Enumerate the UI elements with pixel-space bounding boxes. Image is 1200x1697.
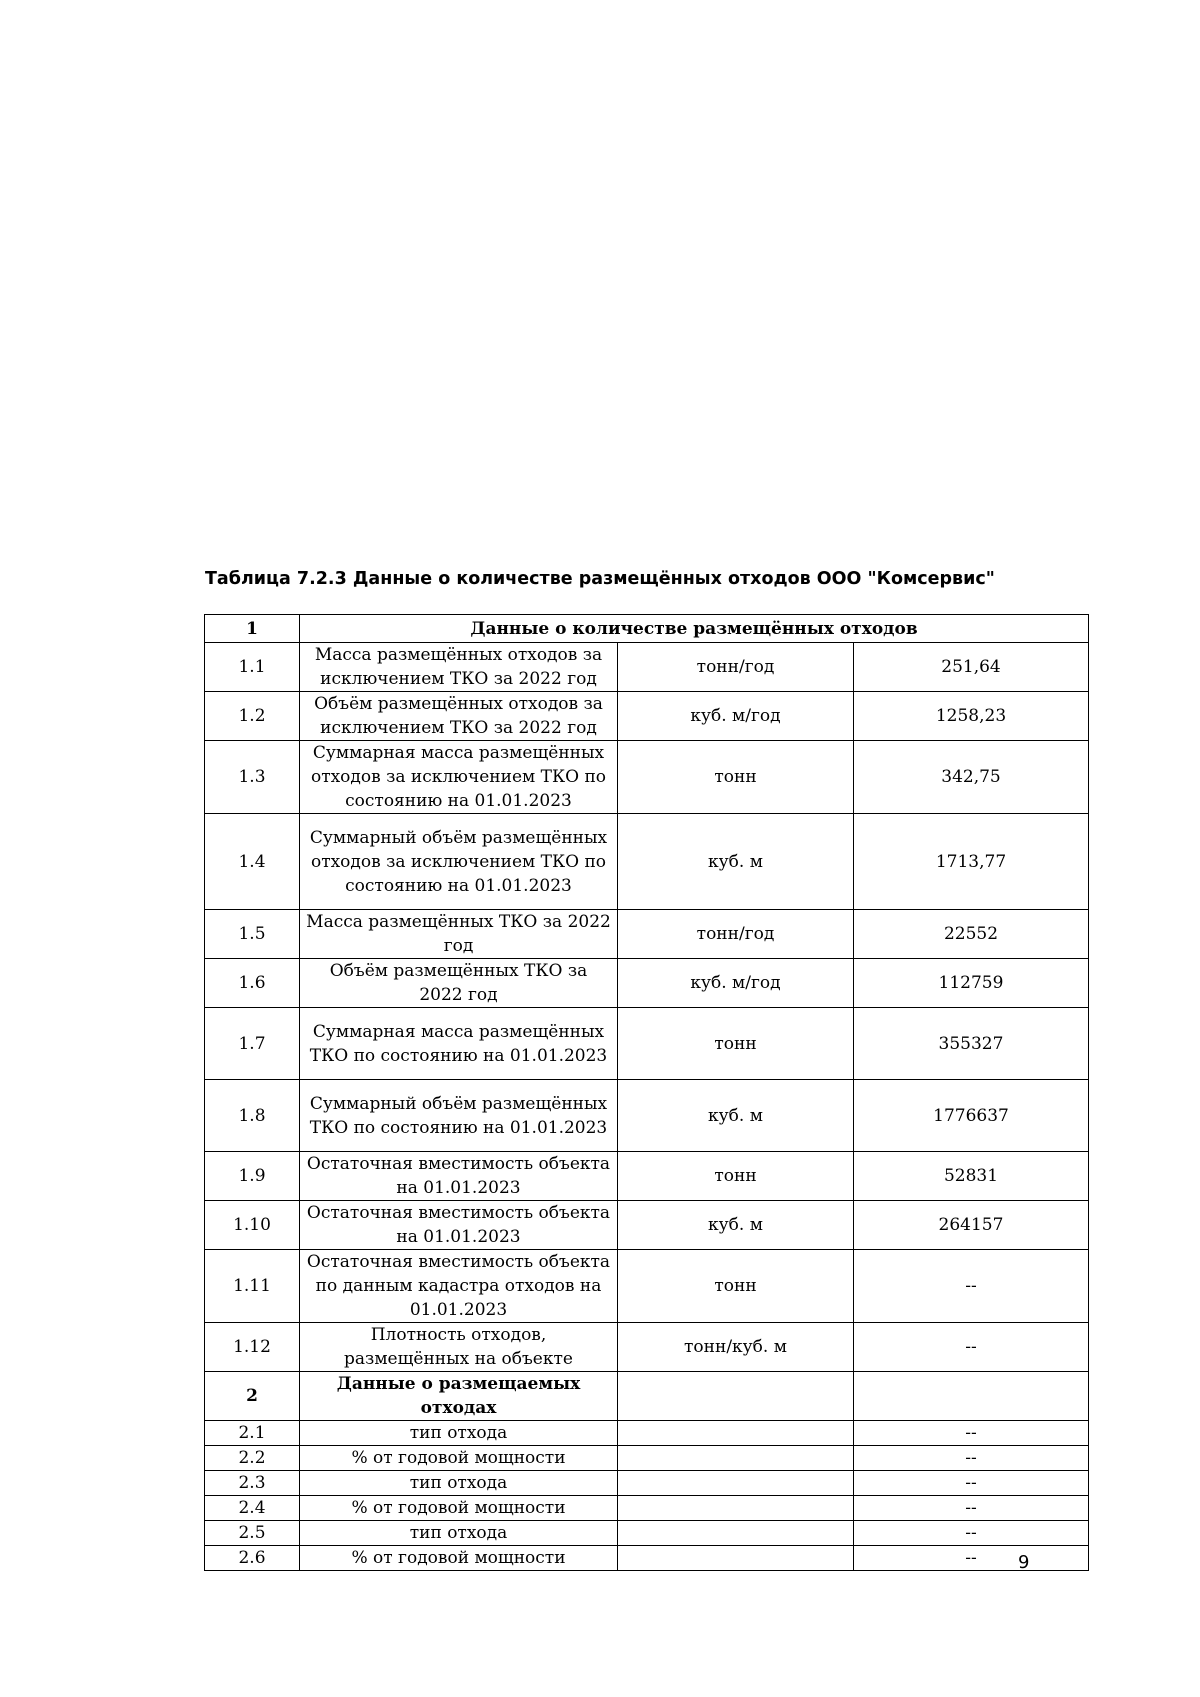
table-caption: Таблица 7.2.3 Данные о количестве размещённых отходов ООО "Комсервис" bbox=[205, 569, 995, 589]
row-number: 1.1 bbox=[205, 643, 300, 692]
row-name: Суммарный объём размещённых отходов за исключением ТКО по состоянию на 01.01.2023 bbox=[300, 814, 618, 910]
row-name: Остаточная вместимость объекта на 01.01.2023 bbox=[300, 1201, 618, 1250]
row-number: 1.2 bbox=[205, 692, 300, 741]
section-title: Данные о размещаемых отходах bbox=[300, 1372, 618, 1421]
row-value: 112759 bbox=[854, 959, 1089, 1008]
row-unit: куб. м bbox=[618, 1080, 854, 1152]
row-unit: тонн/год bbox=[618, 910, 854, 959]
row-name: Объём размещённых отходов за исключением ТКО за 2022 год bbox=[300, 692, 618, 741]
row-name: % от годовой мощности bbox=[300, 1546, 618, 1571]
row-value: -- bbox=[854, 1421, 1089, 1446]
row-unit bbox=[618, 1421, 854, 1446]
row-name: % от годовой мощности bbox=[300, 1446, 618, 1471]
row-unit: куб. м/год bbox=[618, 959, 854, 1008]
row-unit: тонн bbox=[618, 1008, 854, 1080]
row-unit: тонн bbox=[618, 1250, 854, 1323]
row-number: 1.5 bbox=[205, 910, 300, 959]
row-number: 1.6 bbox=[205, 959, 300, 1008]
row-value: 1258,23 bbox=[854, 692, 1089, 741]
row-unit: куб. м/год bbox=[618, 692, 854, 741]
table-row bbox=[205, 910, 1089, 959]
waste-data-table bbox=[204, 614, 1089, 1571]
row-value: -- bbox=[854, 1323, 1089, 1372]
row-value: -- bbox=[854, 1446, 1089, 1471]
table-row bbox=[205, 1323, 1089, 1372]
row-unit: тонн bbox=[618, 741, 854, 814]
table-row bbox=[205, 692, 1089, 741]
row-value: -- bbox=[854, 1250, 1089, 1323]
row-unit: тонн bbox=[618, 1152, 854, 1201]
row-name: Суммарный объём размещённых ТКО по состоянию на 01.01.2023 bbox=[300, 1080, 618, 1152]
row-value: -- bbox=[854, 1521, 1089, 1546]
table-row bbox=[205, 1446, 1089, 1471]
row-value: 342,75 bbox=[854, 741, 1089, 814]
row-name: Суммарная масса размещённых отходов за исключением ТКО по состоянию на 01.01.2023 bbox=[300, 741, 618, 814]
table-row bbox=[205, 741, 1089, 814]
table-row bbox=[205, 1201, 1089, 1250]
row-number: 2.3 bbox=[205, 1471, 300, 1496]
table-row bbox=[205, 959, 1089, 1008]
row-name: % от годовой мощности bbox=[300, 1496, 618, 1521]
table-row bbox=[205, 1152, 1089, 1201]
table-row bbox=[205, 1080, 1089, 1152]
empty-cell bbox=[854, 1372, 1089, 1421]
row-number: 2.4 bbox=[205, 1496, 300, 1521]
empty-cell bbox=[618, 1372, 854, 1421]
row-unit: куб. м bbox=[618, 1201, 854, 1250]
row-unit: тонн/куб. м bbox=[618, 1323, 854, 1372]
row-name: тип отхода bbox=[300, 1471, 618, 1496]
row-number: 2.6 bbox=[205, 1546, 300, 1571]
row-unit bbox=[618, 1546, 854, 1571]
table-row bbox=[205, 1421, 1089, 1446]
row-unit: куб. м bbox=[618, 814, 854, 910]
row-number: 2.1 bbox=[205, 1421, 300, 1446]
row-number: 1.9 bbox=[205, 1152, 300, 1201]
row-value: 264157 bbox=[854, 1201, 1089, 1250]
section-header-row bbox=[205, 615, 1089, 643]
table-row bbox=[205, 814, 1089, 910]
row-name: Объём размещённых ТКО за 2022 год bbox=[300, 959, 618, 1008]
row-unit bbox=[618, 1471, 854, 1496]
row-number: 1.8 bbox=[205, 1080, 300, 1152]
row-unit bbox=[618, 1446, 854, 1471]
row-value: 1776637 bbox=[854, 1080, 1089, 1152]
row-name: Остаточная вместимость объекта по данным кадастра отходов на 01.01.2023 bbox=[300, 1250, 618, 1323]
row-unit: тонн/год bbox=[618, 643, 854, 692]
row-number: 2.5 bbox=[205, 1521, 300, 1546]
table-row bbox=[205, 1471, 1089, 1496]
row-number: 1.11 bbox=[205, 1250, 300, 1323]
table-row bbox=[205, 643, 1089, 692]
row-value: 1713,77 bbox=[854, 814, 1089, 910]
table-row bbox=[205, 1008, 1089, 1080]
row-unit bbox=[618, 1521, 854, 1546]
row-name: Суммарная масса размещённых ТКО по состоянию на 01.01.2023 bbox=[300, 1008, 618, 1080]
row-number: 1.4 bbox=[205, 814, 300, 910]
row-number: 1.12 bbox=[205, 1323, 300, 1372]
row-number: 1.7 bbox=[205, 1008, 300, 1080]
row-value: 355327 bbox=[854, 1008, 1089, 1080]
section-number: 2 bbox=[205, 1372, 300, 1421]
row-number: 2.2 bbox=[205, 1446, 300, 1471]
row-value: 251,64 bbox=[854, 643, 1089, 692]
table-row bbox=[205, 1521, 1089, 1546]
row-value: -- bbox=[854, 1496, 1089, 1521]
row-name: Остаточная вместимость объекта на 01.01.2023 bbox=[300, 1152, 618, 1201]
row-number: 1.10 bbox=[205, 1201, 300, 1250]
row-value: -- bbox=[854, 1471, 1089, 1496]
row-number: 1.3 bbox=[205, 741, 300, 814]
row-name: Масса размещённых ТКО за 2022 год bbox=[300, 910, 618, 959]
row-value: 22552 bbox=[854, 910, 1089, 959]
row-name: тип отхода bbox=[300, 1421, 618, 1446]
page-number: 9 bbox=[1018, 1552, 1030, 1573]
table-row bbox=[205, 1546, 1089, 1571]
section-number: 1 bbox=[205, 615, 300, 643]
table-row bbox=[205, 1496, 1089, 1521]
row-value: -- bbox=[854, 1546, 1089, 1571]
section-header-row bbox=[205, 1372, 1089, 1421]
row-name: тип отхода bbox=[300, 1521, 618, 1546]
row-unit bbox=[618, 1496, 854, 1521]
table-row bbox=[205, 1250, 1089, 1323]
section-title: Данные о количестве размещённых отходов bbox=[300, 615, 1089, 643]
row-name: Масса размещённых отходов за исключением ТКО за 2022 год bbox=[300, 643, 618, 692]
row-name: Плотность отходов, размещённых на объекте bbox=[300, 1323, 618, 1372]
row-value: 52831 bbox=[854, 1152, 1089, 1201]
